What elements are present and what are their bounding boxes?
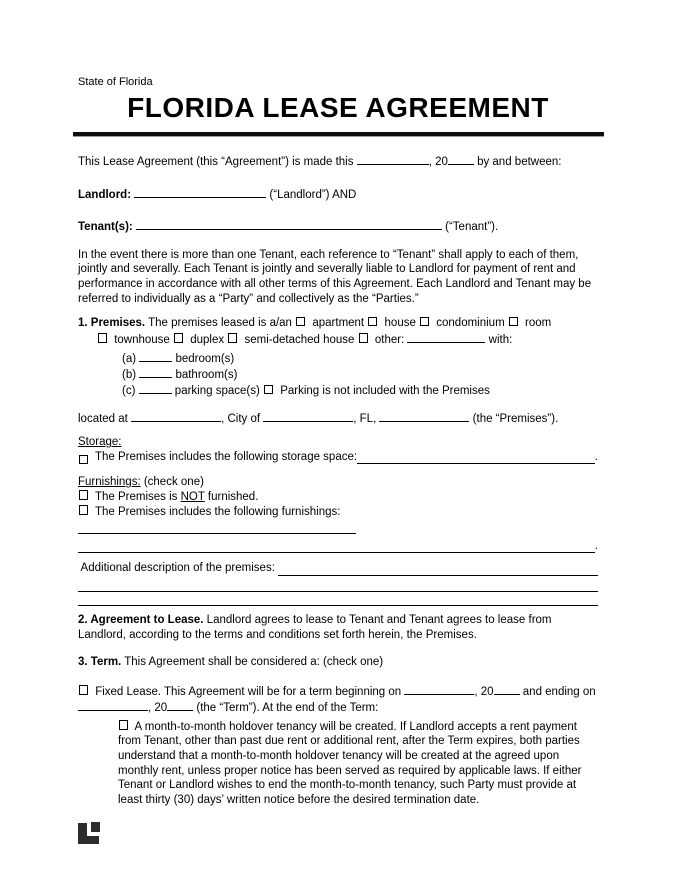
bold-text: 1. Premises. <box>78 317 146 330</box>
blank-field[interactable] <box>278 562 598 576</box>
landlord-line <box>78 186 598 203</box>
blank-field[interactable] <box>78 539 595 553</box>
fixed-lease-line <box>78 683 598 716</box>
text-run: . <box>594 450 598 463</box>
blank-field[interactable] <box>357 450 595 464</box>
text-run: The premises leased is a/an <box>145 317 296 330</box>
bedrooms-line <box>122 350 598 365</box>
blank-field[interactable] <box>139 350 172 362</box>
checkbox-icon[interactable] <box>79 490 88 500</box>
text-run: Parking is not included with the Premises <box>277 385 490 398</box>
agreement-to-lease-paragraph <box>78 613 598 642</box>
text-run: (check one) <box>140 476 204 489</box>
additional-description-blank-2 <box>78 592 598 606</box>
blank-field[interactable] <box>78 699 148 711</box>
text-run: other: <box>371 333 408 346</box>
text-run: This Lease Agreement (this “Agreement”) is made this <box>78 156 357 168</box>
checkbox-icon[interactable] <box>174 333 183 343</box>
state-label: State of Florida <box>78 76 153 88</box>
furnishings-heading <box>78 475 598 490</box>
blank-field[interactable] <box>494 683 520 695</box>
checkbox-icon[interactable] <box>296 317 305 327</box>
text-run: semi-detached house <box>241 333 358 346</box>
text-run: A month-to-month holdover tenancy will be created. If Landlord accepts a rent payment from Tenant, other than past due rent or additional rent, after the Term expires, both parties understand that a month-to-month holdover tenancy will be created at the agreed upon monthly rent, unless proper notice has been served as required by applicable laws. If either Tenant or Landlord wishes to end the month-to-month tenancy, such Party must provide at least thirty (30) days’ written notice before the desired termination date. <box>118 720 585 806</box>
checkbox-icon[interactable] <box>98 333 107 343</box>
text-run: (b) <box>122 368 140 381</box>
text-run: The Premises is <box>92 490 181 503</box>
checkbox-icon[interactable] <box>228 333 237 343</box>
blank-field[interactable] <box>78 592 598 606</box>
text-run: Fixed Lease. This Agreement will be for a term beginning on <box>92 685 405 698</box>
additional-description-line <box>78 561 598 576</box>
not-furnished-line <box>78 490 598 505</box>
text-run: furnished. <box>204 490 259 503</box>
checkbox-icon[interactable] <box>420 317 429 327</box>
tenant-line <box>78 218 598 235</box>
blank-field[interactable] <box>357 153 429 165</box>
text-run: apartment <box>309 317 368 330</box>
page-title: FLORIDA LEASE AGREEMENT <box>127 92 549 123</box>
furnishings-blank-full <box>78 539 598 554</box>
blank-field[interactable] <box>139 382 172 394</box>
blank-field[interactable] <box>404 683 474 695</box>
underlined-text: Storage: <box>78 436 122 449</box>
logo-l-base <box>78 836 99 844</box>
blank-field[interactable] <box>78 522 356 534</box>
additional-description-blank-1 <box>78 578 598 592</box>
text-run: house <box>381 317 420 330</box>
text-run: (the “Premises”). <box>469 412 559 425</box>
text-run: This Agreement shall be considered a: (check one) <box>121 656 384 669</box>
located-at-line <box>78 410 598 427</box>
checkbox-icon[interactable] <box>368 317 377 327</box>
text-run: , 20 <box>148 702 168 715</box>
bold-text: Landlord: <box>78 188 132 201</box>
underlined-text: NOT <box>180 490 205 503</box>
underlined-text: Furnishings: <box>78 476 141 489</box>
text-run: parking space(s) <box>171 385 264 398</box>
furnishings-blank-short <box>78 522 598 539</box>
text-run: , 20 <box>474 685 494 698</box>
storage-checkbox-line <box>78 450 598 465</box>
blank-field[interactable] <box>263 410 353 422</box>
intro-line <box>78 153 598 170</box>
blank-field[interactable] <box>139 366 172 378</box>
text-run: . <box>594 539 598 552</box>
premises-heading-line <box>78 316 598 331</box>
bold-text: 2. Agreement to Lease. <box>78 613 204 626</box>
text-run: townhouse <box>111 333 174 346</box>
text-run: duplex <box>187 333 228 346</box>
term-heading-line <box>78 655 598 670</box>
checkbox-icon[interactable] <box>79 455 88 465</box>
blank-field[interactable] <box>131 410 221 422</box>
text-run: (“Landlord”) AND <box>266 188 357 201</box>
text-run: located at <box>78 412 132 425</box>
bold-text: Tenant(s): <box>78 221 133 234</box>
text-run: with: <box>485 333 513 346</box>
text-run: by and between: <box>473 156 562 168</box>
blank-field[interactable] <box>448 153 474 165</box>
blank-field[interactable] <box>78 578 598 592</box>
text-run: condominium <box>433 317 508 330</box>
text-run: (c) <box>122 385 139 398</box>
blank-field[interactable] <box>134 186 266 198</box>
text-run: bathroom(s) <box>172 368 238 381</box>
text-run: , 20 <box>428 156 448 168</box>
bathrooms-line <box>122 366 598 381</box>
text-run: (the “Term”). At the end of the Term: <box>193 702 379 715</box>
text-run: The Premises includes the following furnishings: <box>92 505 341 518</box>
legal-templates-logo-icon <box>78 822 100 844</box>
blank-field[interactable] <box>167 699 193 711</box>
text-run: , City of <box>221 412 264 425</box>
text-run: Additional description of the premises: <box>78 562 279 575</box>
checkbox-icon[interactable] <box>79 685 88 695</box>
checkbox-icon[interactable] <box>359 333 368 343</box>
bold-text: 3. Term. <box>78 656 122 669</box>
blank-field[interactable] <box>136 218 442 230</box>
text-run: , FL, <box>353 412 380 425</box>
document-body <box>78 153 598 807</box>
text-run: bedroom(s) <box>172 353 235 366</box>
text-run: (a) <box>122 353 140 366</box>
blank-field[interactable] <box>379 410 469 422</box>
text-run: room <box>521 317 552 330</box>
holdover-paragraph <box>118 720 598 808</box>
parking-line <box>122 382 598 397</box>
multiple-tenants-paragraph <box>78 248 598 306</box>
furnished-line <box>78 505 598 520</box>
checkbox-icon[interactable] <box>509 317 518 327</box>
storage-heading <box>78 435 598 450</box>
title-divider <box>73 132 604 137</box>
text-run: (“Tenant”). <box>441 221 499 234</box>
premises-type-line <box>97 331 598 348</box>
text-run: In the event there is more than one Tenant, each reference to “Tenant” shall apply to each of them, jointly and severally. Each Tenant is jointly and severally liable to Landlord for payment of rent and performance in accordance with all other terms of this Agreement. Each Landlord and Tenant may be referred to individually as a “Party” and collectively as the “Parties.” <box>78 248 595 305</box>
checkbox-icon[interactable] <box>264 385 273 395</box>
text-run: The Premises includes the following storage space: <box>92 450 358 463</box>
text-run: Landlord agrees to lease to Tenant and Tenant agrees to lease from Landlord, according to the terms and conditions set forth herein, the Premises. <box>78 613 555 641</box>
checkbox-icon[interactable] <box>79 505 88 515</box>
checkbox-icon[interactable] <box>119 720 128 730</box>
logo-square <box>91 822 100 832</box>
blank-field[interactable] <box>407 331 485 343</box>
text-run: and ending on <box>519 685 599 698</box>
